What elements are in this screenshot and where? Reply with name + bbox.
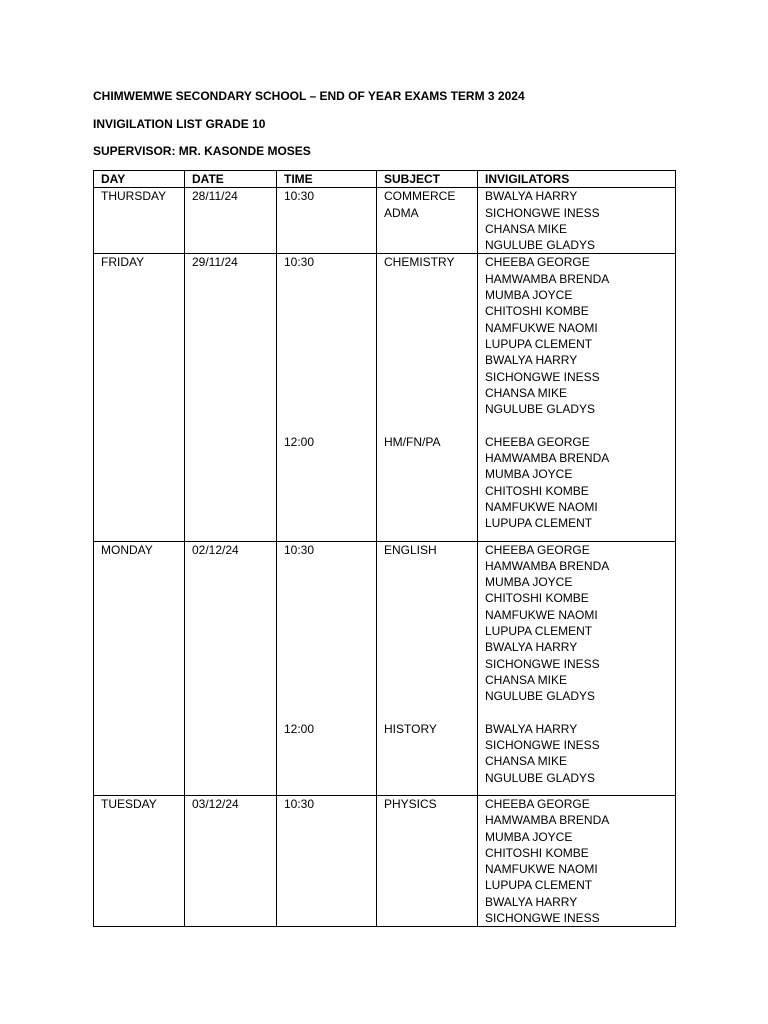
invigilator-name: MUMBA JOYCE xyxy=(485,467,573,482)
session-time: 10:30 xyxy=(284,796,315,811)
date-cell xyxy=(185,254,277,541)
session-time: 12:00 xyxy=(284,721,315,736)
invigilator-name: SICHONGWE INESS xyxy=(485,205,600,220)
invigilator-name: CHANSA MIKE xyxy=(485,385,568,400)
day-cell xyxy=(94,795,185,926)
date-text: 29/11/24 xyxy=(192,255,238,270)
invigilator-name: CHEEBA GEORGE xyxy=(485,796,590,811)
subject-cell xyxy=(377,188,478,254)
date-text: 03/12/24 xyxy=(192,796,239,811)
session-time: 10:30 xyxy=(284,255,315,270)
day-cell xyxy=(94,254,185,541)
invigilator-name: LUPUPA CLEMENT xyxy=(485,624,593,639)
invigilator-name: MUMBA JOYCE xyxy=(485,288,573,303)
date-cell xyxy=(185,541,277,795)
invigilator-name: LUPUPA CLEMENT xyxy=(485,336,593,351)
time-cell xyxy=(277,254,377,541)
invigilator-name: CHANSA MIKE xyxy=(485,221,568,236)
invigilator-name: NGULUBE GLADYS xyxy=(485,770,596,785)
date-text: 28/11/24 xyxy=(192,189,238,204)
invigilator-name: MUMBA JOYCE xyxy=(485,575,573,590)
invigilator-name: LUPUPA CLEMENT xyxy=(485,878,593,893)
document-title: CHIMWEMWE SECONDARY SCHOOL – END OF YEAR EXAMS TERM 3 2024 xyxy=(93,89,525,103)
invigilator-name: NGULUBE GLADYS xyxy=(485,238,596,253)
invigilation-table xyxy=(93,170,676,927)
invigilator-name: NGULUBE GLADYS xyxy=(485,689,596,704)
table-row xyxy=(94,795,676,926)
header-subject: SUBJECT xyxy=(377,171,478,188)
date-cell xyxy=(185,188,277,254)
date-text: 02/12/24 xyxy=(192,542,239,557)
invigilator-name: NAMFUKWE NAOMI xyxy=(485,499,598,514)
invigilator-name: CHITOSHI KOMBE xyxy=(485,845,589,860)
invigilators-cell xyxy=(478,541,676,795)
day-text: THURSDAY xyxy=(101,189,167,204)
table-row xyxy=(94,541,676,795)
table-row xyxy=(94,254,676,541)
invigilator-name: CHITOSHI KOMBE xyxy=(485,483,589,498)
session-time: 10:30 xyxy=(284,189,315,204)
invigilator-name: NAMFUKWE NAOMI xyxy=(485,320,598,335)
header-day: DAY xyxy=(94,171,185,188)
table-body xyxy=(94,188,676,927)
table-row xyxy=(94,188,676,254)
invigilator-name: MUMBA JOYCE xyxy=(485,829,573,844)
time-cell xyxy=(277,541,377,795)
subject-cell xyxy=(377,254,478,541)
invigilator-name: BWALYA HARRY xyxy=(485,640,578,655)
invigilator-name: CHANSA MIKE xyxy=(485,672,568,687)
invigilator-name: CHITOSHI KOMBE xyxy=(485,304,589,319)
invigilator-name: CHEEBA GEORGE xyxy=(485,542,590,557)
invigilator-name: SICHONGWE INESS xyxy=(485,369,600,384)
invigilator-name: CHEEBA GEORGE xyxy=(485,255,590,270)
header-time: TIME xyxy=(277,171,377,188)
session-subject: HISTORY xyxy=(384,721,437,736)
invigilator-name: BWALYA HARRY xyxy=(485,189,578,204)
invigilator-name: SICHONGWE INESS xyxy=(485,738,600,753)
invigilator-name: CHITOSHI KOMBE xyxy=(485,591,589,606)
session-subject: ADMA xyxy=(384,205,419,220)
session-subject: ENGLISH xyxy=(384,542,437,557)
invigilator-name: HAMWAMBA BRENDA xyxy=(485,451,610,466)
invigilator-name: NGULUBE GLADYS xyxy=(485,402,596,417)
day-text: TUESDAY xyxy=(101,796,157,811)
session-subject: CHEMISTRY xyxy=(384,255,455,270)
supervisor-line: SUPERVISOR: MR. KASONDE MOSES xyxy=(93,144,311,158)
table-header-row xyxy=(94,171,676,188)
document-subtitle: INVIGILATION LIST GRADE 10 xyxy=(93,117,266,131)
day-cell xyxy=(94,541,185,795)
subject-cell xyxy=(377,541,478,795)
invigilator-name: HAMWAMBA BRENDA xyxy=(485,813,610,828)
invigilator-name: BWALYA HARRY xyxy=(485,894,578,909)
invigilator-name: HAMWAMBA BRENDA xyxy=(485,271,610,286)
session-time: 10:30 xyxy=(284,542,315,557)
invigilator-name: BWALYA HARRY xyxy=(485,721,578,736)
date-cell xyxy=(185,795,277,926)
invigilator-name: SICHONGWE INESS xyxy=(485,656,600,671)
invigilator-name: CHANSA MIKE xyxy=(485,754,568,769)
invigilator-name: LUPUPA CLEMENT xyxy=(485,516,593,531)
day-text: MONDAY xyxy=(101,542,153,557)
subject-cell xyxy=(377,795,478,926)
invigilators-cell xyxy=(478,254,676,541)
invigilator-name: CHEEBA GEORGE xyxy=(485,434,590,449)
invigilator-name: BWALYA HARRY xyxy=(485,353,578,368)
time-cell xyxy=(277,188,377,254)
invigilator-name: SICHONGWE INESS xyxy=(485,911,600,926)
session-subject: HM/FN/PA xyxy=(384,434,441,449)
session-subject: COMMERCE xyxy=(384,189,456,204)
session-time: 12:00 xyxy=(284,434,315,449)
time-cell xyxy=(277,795,377,926)
invigilator-name: HAMWAMBA BRENDA xyxy=(485,558,610,573)
day-text: FRIDAY xyxy=(101,255,145,270)
invigilators-cell xyxy=(478,188,676,254)
invigilators-cell xyxy=(478,795,676,926)
header-date: DATE xyxy=(185,171,277,188)
header-invigilators: INVIGILATORS xyxy=(478,171,676,188)
invigilator-name: NAMFUKWE NAOMI xyxy=(485,862,598,877)
day-cell xyxy=(94,188,185,254)
session-subject: PHYSICS xyxy=(384,796,437,811)
invigilator-name: NAMFUKWE NAOMI xyxy=(485,607,598,622)
